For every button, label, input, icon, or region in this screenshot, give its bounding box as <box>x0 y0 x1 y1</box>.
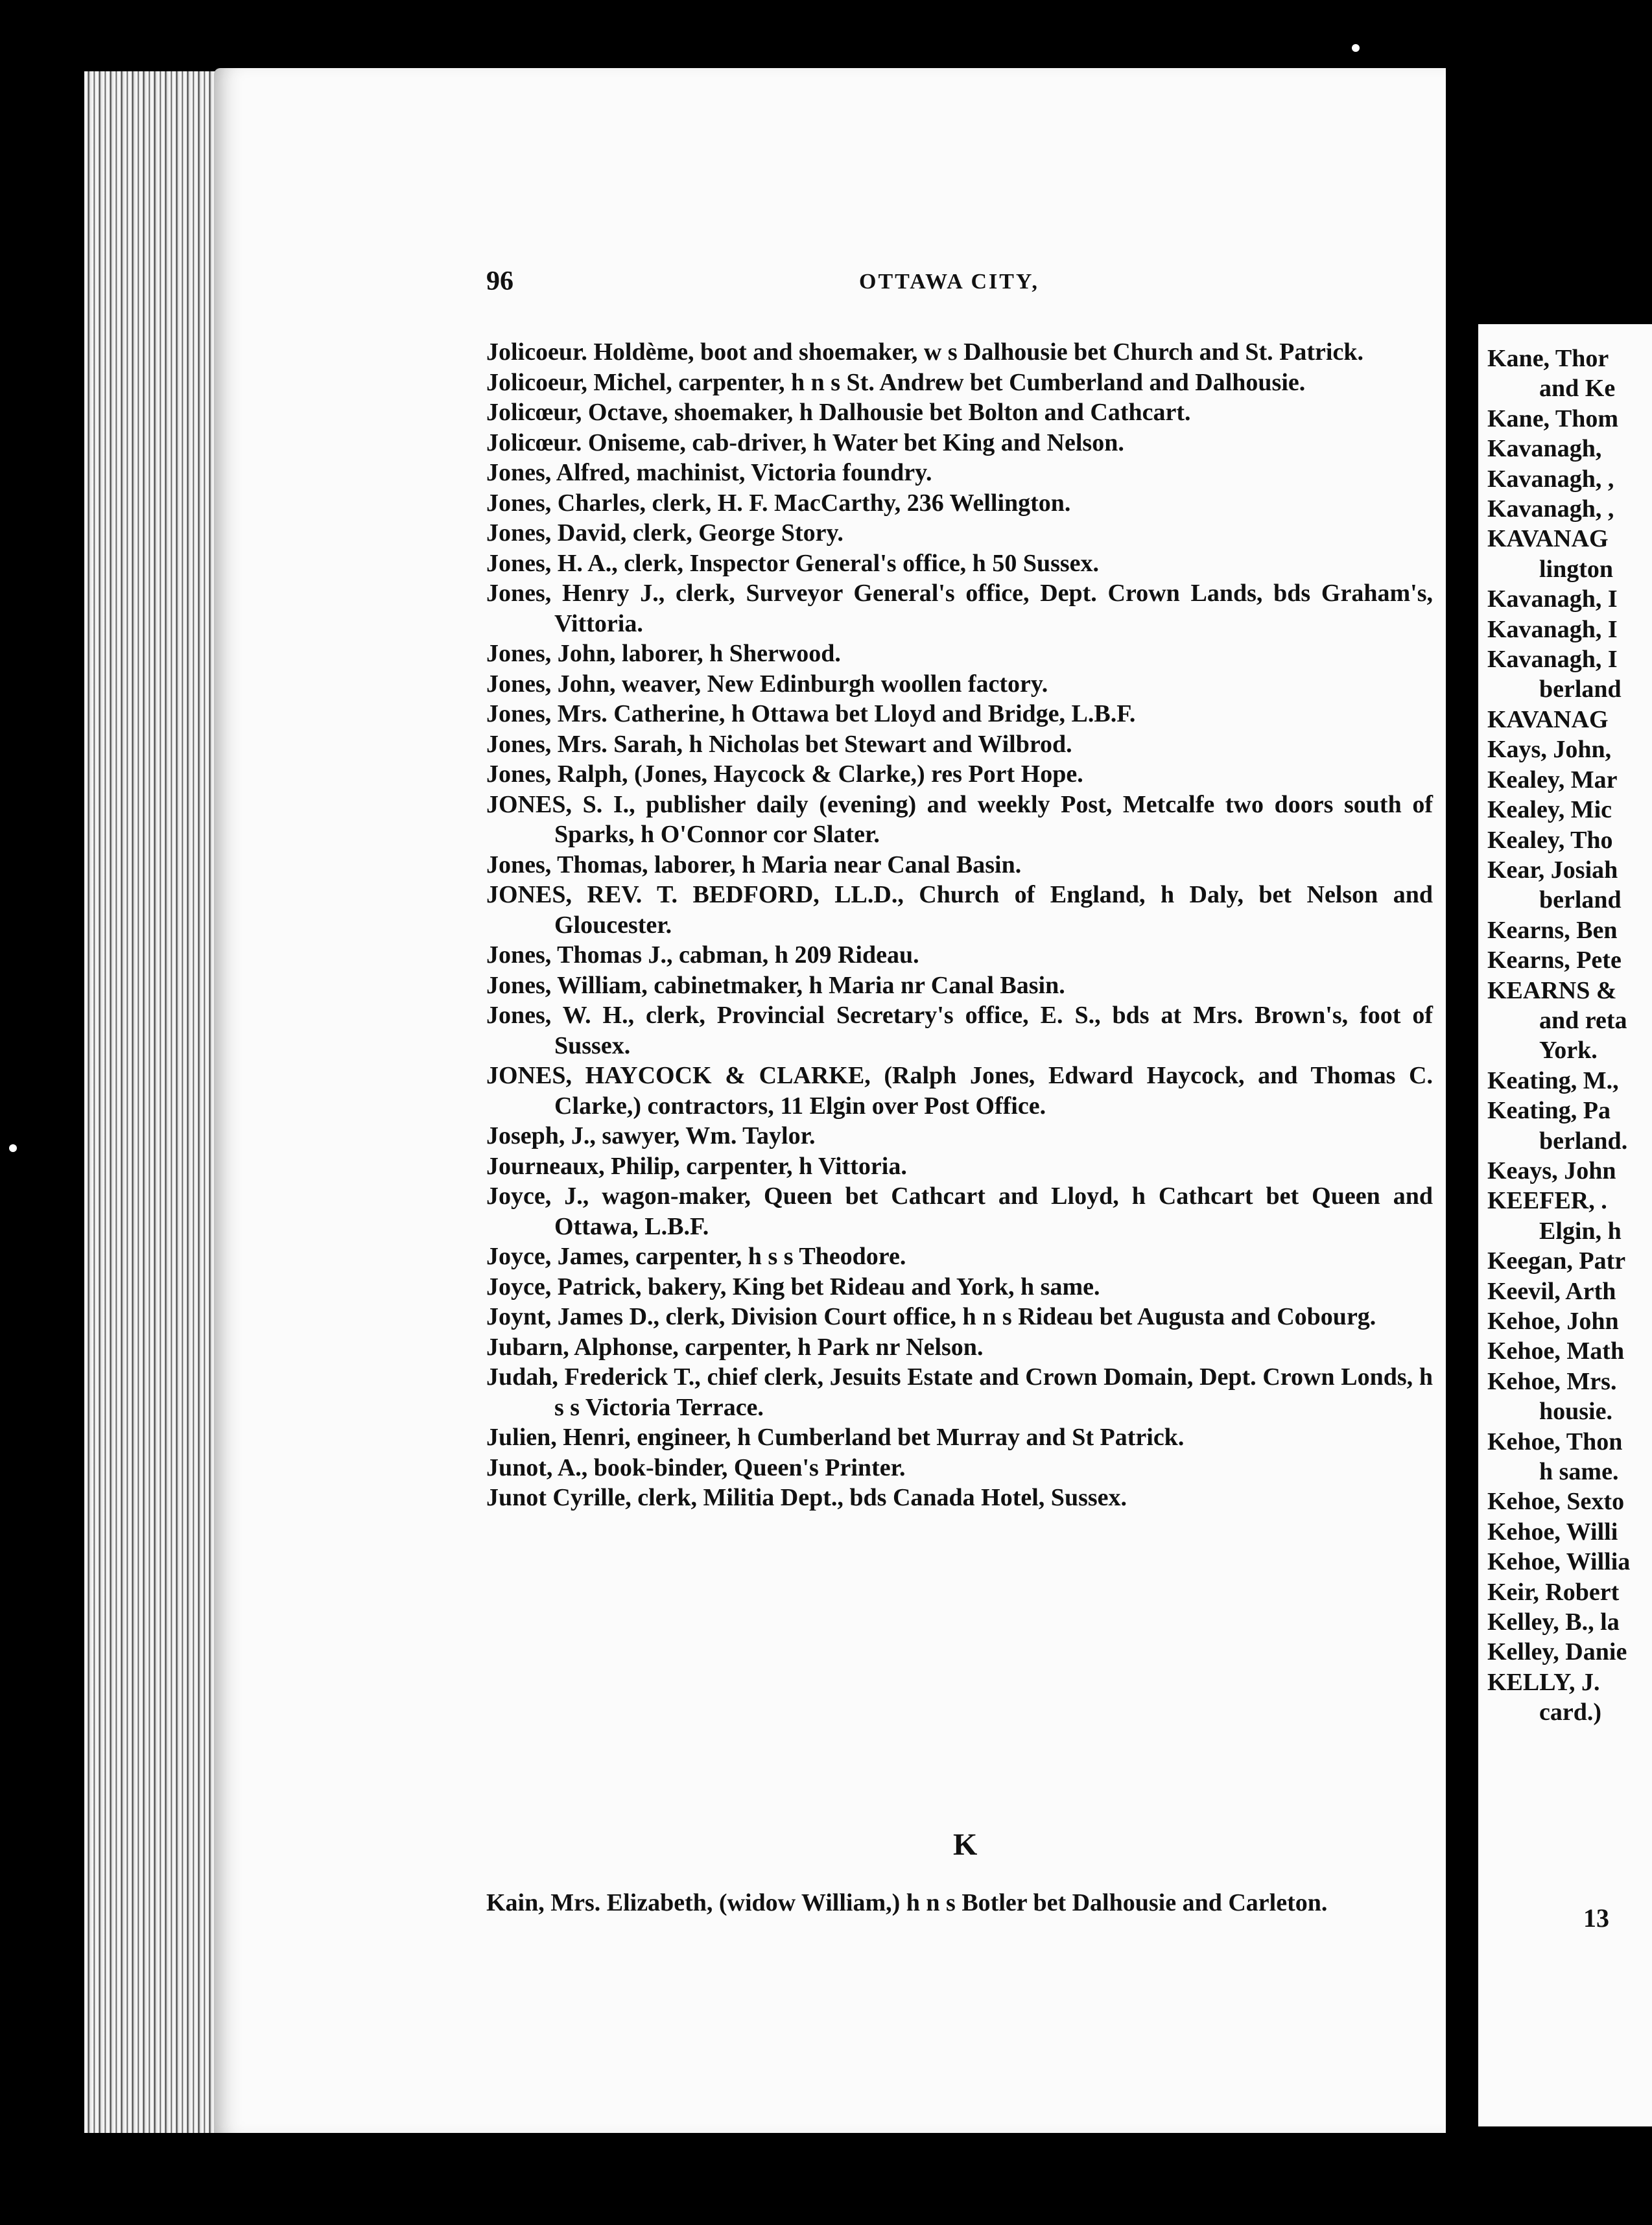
right-entry-line: card.) <box>1539 1699 1602 1726</box>
right-entry-line: KEEFER, . <box>1487 1187 1607 1215</box>
right-entry-line: Keays, John <box>1487 1157 1616 1184</box>
right-entry-line: lington <box>1539 555 1614 583</box>
right-entry-line: Kavanagh, I <box>1487 646 1618 674</box>
right-entry-line: h same. <box>1539 1458 1619 1486</box>
right-entry-line: KELLY, J. <box>1487 1668 1600 1696</box>
directory-entry: Junot Cyrille, clerk, Militia Dept., bds Canada Hotel, Sussex. <box>486 1484 1127 1511</box>
directory-entry: Jones, Thomas J., cabman, h 209 Rideau. <box>486 941 919 969</box>
right-entry-line: Kehoe, Sexto <box>1487 1488 1625 1516</box>
right-entry-line: KAVANAG <box>1487 705 1609 733</box>
directory-entry: Jolicoeur, Michel, carpenter, h n s St. Andrew bet Cumberland and Dalhousie. <box>486 368 1306 396</box>
directory-entry: JONES, S. I., publisher daily (evening) and weekly Post, Metcalfe two doors south of Sparks, h O'Connor cor Slater. <box>486 790 1433 848</box>
right-entry-line: Keating, Pa <box>1487 1097 1611 1125</box>
directory-entry: Joyce, J., wagon-maker, Queen bet Cathcart and Lloyd, h Cathcart bet Queen and Ottawa, L.B.F. <box>486 1183 1433 1240</box>
right-entry-line: and reta <box>1539 1006 1627 1034</box>
right-entry-line: Kavanagh, , <box>1487 495 1614 523</box>
directory-entry: Joynt, James D., clerk, Division Court office, h n s Rideau bet Augusta and Cobourg. <box>486 1303 1376 1330</box>
right-entry-line: Kane, Thom <box>1487 405 1619 432</box>
right-entry-line: KAVANAG <box>1487 525 1609 553</box>
directory-entry: Jubarn, Alphonse, carpenter, h Park nr Nelson. <box>486 1333 984 1361</box>
directory-entry: Judah, Frederick T., chief clerk, Jesuits Estate and Crown Domain, Dept. Crown Londs, h s s Victoria Terrace. <box>486 1363 1433 1421</box>
right-entry-line: Kelley, Danie <box>1487 1638 1627 1666</box>
right-entry-line: Kealey, Tho <box>1487 826 1613 854</box>
right-entry-line: Kavanagh, , <box>1487 465 1614 493</box>
page-number: 96 <box>486 266 513 296</box>
directory-entry: Jones, John, weaver, New Edinburgh woollen factory. <box>486 670 1048 698</box>
section-letter: K <box>953 1828 978 1862</box>
right-entry-line: Kealey, Mic <box>1487 796 1612 824</box>
book-gutter <box>1446 39 1478 2152</box>
right-entry-line: Kehoe, Thon <box>1487 1428 1623 1455</box>
directory-entry: Jones, John, laborer, h Sherwood. <box>486 640 841 667</box>
right-page-number: 13 <box>1583 1903 1609 1933</box>
directory-entry: Jones, Ralph, (Jones, Haycock & Clarke,) res Port Hope. <box>486 760 1083 788</box>
right-entry-line: York. <box>1539 1037 1598 1065</box>
directory-entry: Journeaux, Philip, carpenter, h Vittoria. <box>486 1152 907 1180</box>
directory-entries-k <box>486 1888 1433 1918</box>
directory-entry: Jones, H. A., clerk, Inspector General's office, h 50 Sussex. <box>486 549 1100 577</box>
running-head: OTTAWA CITY, <box>859 270 1039 294</box>
directory-entry: Jolicœur. Oniseme, cab-driver, h Water bet King and Nelson. <box>486 429 1124 456</box>
directory-entry: Junot, A., book-binder, Queen's Printer. <box>486 1454 906 1481</box>
right-entry-line: Kavanagh, I <box>1487 585 1618 613</box>
directory-entries <box>486 337 1433 1513</box>
directory-entry: Jones, W. H., clerk, Provincial Secretary's office, E. S., bds at Mrs. Brown's, foot of Sussex. <box>486 1002 1433 1059</box>
right-entry-line: Kavanagh, <box>1487 435 1602 463</box>
directory-entry: Jones, Mrs. Catherine, h Ottawa bet Lloyd and Bridge, L.B.F. <box>486 700 1136 727</box>
directory-entry: JONES, REV. T. BEDFORD, LL.D., Church of England, h Daly, bet Nelson and Gloucester. <box>486 881 1433 939</box>
right-entry-line: Kehoe, Willia <box>1487 1548 1631 1576</box>
directory-entry: Joyce, Patrick, bakery, King bet Rideau and York, h same. <box>486 1273 1100 1301</box>
right-entry-line: Keevil, Arth <box>1487 1277 1616 1305</box>
directory-entry: Jolicœur, Octave, shoemaker, h Dalhousie bet Bolton and Cathcart. <box>486 399 1191 426</box>
directory-entry: Jolicoeur. Holdème, boot and shoemaker, w s Dalhousie bet Church and St. Patrick. <box>486 338 1363 366</box>
directory-entry: Jones, Alfred, machinist, Victoria foundry. <box>486 459 932 486</box>
right-entry-line: berland <box>1539 886 1622 914</box>
directory-entry: Kain, Mrs. Elizabeth, (widow William,) h n s Botler bet Dalhousie and Carleton. <box>486 1889 1328 1916</box>
right-page-entries <box>1487 344 1652 1728</box>
right-entry-line: Kehoe, Mrs. <box>1487 1367 1617 1395</box>
right-entry-line: berland. <box>1539 1127 1628 1155</box>
right-entry-line: Kearns, Pete <box>1487 947 1622 974</box>
directory-entry: Jones, Charles, clerk, H. F. MacCarthy, 236 Wellington. <box>486 489 1071 517</box>
right-entry-line: Keir, Robert <box>1487 1578 1620 1606</box>
directory-entry: Jones, Mrs. Sarah, h Nicholas bet Stewart and Wilbrod. <box>486 730 1072 758</box>
directory-entry: Julien, Henri, engineer, h Cumberland bet Murray and St Patrick. <box>486 1424 1185 1451</box>
directory-entry: Jones, David, clerk, George Story. <box>486 519 844 547</box>
right-entry-line: Kehoe, Math <box>1487 1337 1625 1365</box>
right-entry-line: Keating, M., <box>1487 1066 1619 1094</box>
right-entry-line: housie. <box>1539 1398 1612 1426</box>
right-entry-line: Elgin, h <box>1539 1217 1622 1245</box>
right-entry-line: Kelley, B., la <box>1487 1608 1620 1636</box>
directory-entry: Jones, Thomas, laborer, h Maria near Canal Basin. <box>486 851 1022 878</box>
right-entry-line: Kealey, Mar <box>1487 766 1618 794</box>
right-entry-line: KEARNS & <box>1487 976 1617 1004</box>
right-entry-line: and Ke <box>1539 375 1616 403</box>
right-entry-line: Kehoe, John <box>1487 1308 1619 1335</box>
right-entry-line: berland <box>1539 676 1622 703</box>
margin-mark <box>1352 44 1360 52</box>
directory-entry: Joyce, James, carpenter, h s s Theodore. <box>486 1243 906 1270</box>
directory-entry: Jones, William, cabinetmaker, h Maria nr Canal Basin. <box>486 971 1065 999</box>
right-entry-line: Kehoe, Willi <box>1487 1518 1618 1546</box>
directory-entry: JONES, HAYCOCK & CLARKE, (Ralph Jones, Edward Haycock, and Thomas C. Clarke,) contractors, 11 Elgin over Post Office. <box>486 1062 1433 1120</box>
right-entry-line: Keegan, Patr <box>1487 1247 1626 1275</box>
right-entry-line: Kear, Josiah <box>1487 856 1618 884</box>
page-header <box>486 266 1433 305</box>
right-entry-line: Kavanagh, I <box>1487 615 1618 643</box>
right-entry-line: Kays, John, <box>1487 736 1612 764</box>
directory-entry: Jones, Henry J., clerk, Surveyor General's office, Dept. Crown Lands, bds Graham's, Vittoria. <box>486 580 1433 637</box>
right-entry-line: Kane, Thor <box>1487 345 1609 372</box>
directory-entry: Joseph, J., sawyer, Wm. Taylor. <box>486 1122 816 1149</box>
right-entry-line: Kearns, Ben <box>1487 916 1618 944</box>
margin-mark <box>9 1144 17 1152</box>
